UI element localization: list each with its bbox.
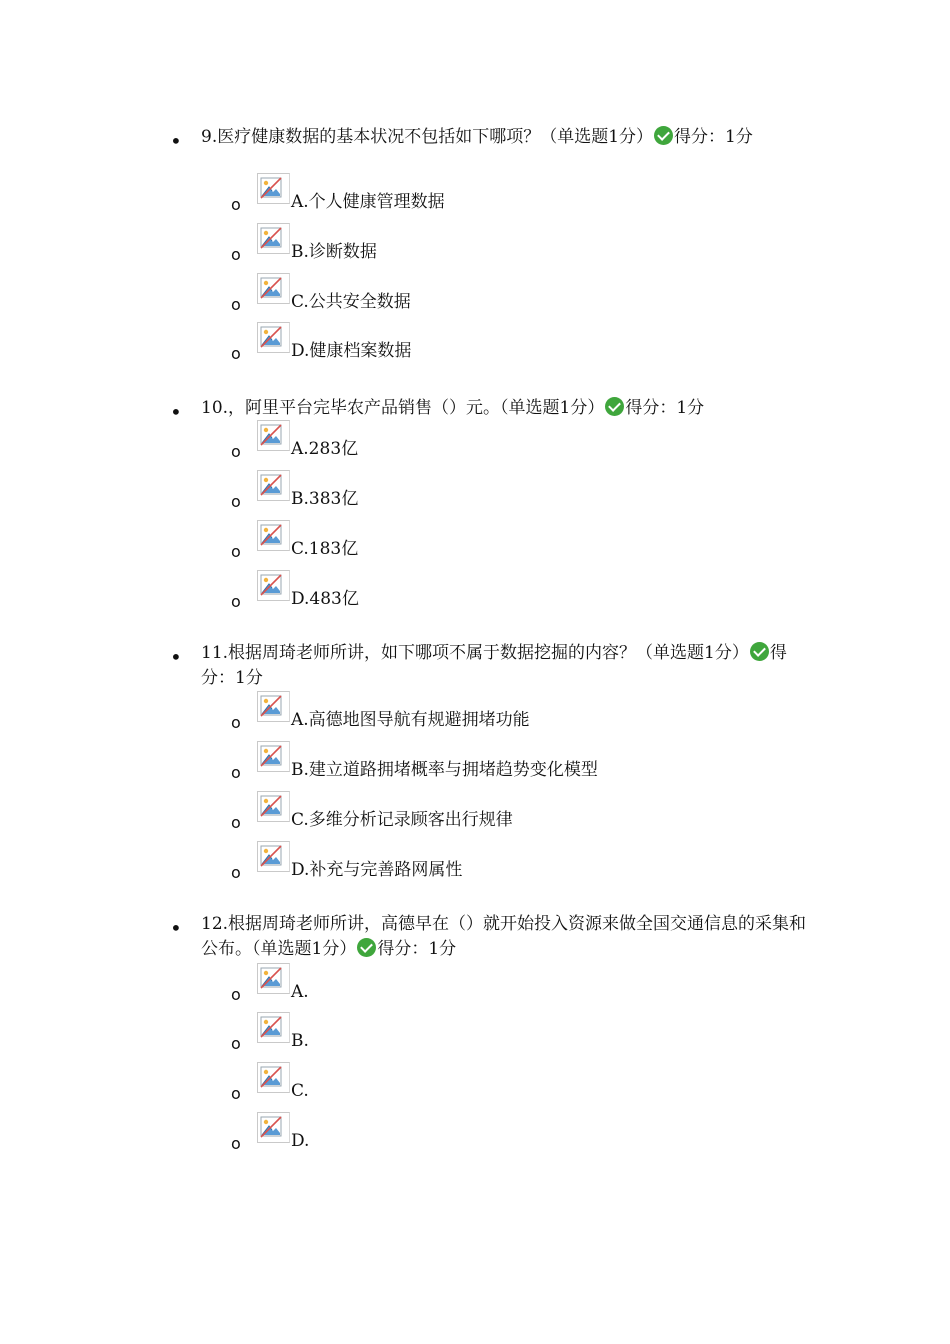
question-stem: 10.，阿里平台完毕农产品销售（）元。（单选题1分） <box>201 398 605 418</box>
broken-image-glyph <box>260 1016 282 1038</box>
option-bullet: o <box>231 1084 241 1103</box>
option-bullet: o <box>231 344 241 363</box>
question-bullet: • <box>170 129 182 153</box>
question-text <box>201 912 811 962</box>
broken-image-icon <box>257 173 290 204</box>
option-bullet: o <box>231 863 241 882</box>
broken-image-glyph <box>260 277 282 299</box>
broken-image-glyph <box>260 474 282 496</box>
broken-image-glyph <box>260 326 282 348</box>
broken-image-icon <box>257 741 290 772</box>
broken-image-glyph <box>260 845 282 867</box>
broken-image-icon <box>257 691 290 722</box>
question-bullet: • <box>170 916 182 940</box>
option-label: C.公共安全数据 <box>291 292 411 312</box>
broken-image-icon <box>257 841 290 872</box>
broken-image-glyph <box>260 1116 282 1138</box>
broken-image-icon <box>257 470 290 501</box>
option-bullet: o <box>231 985 241 1004</box>
green-checkmark-icon <box>750 642 769 661</box>
broken-image-glyph <box>260 695 282 717</box>
broken-image-glyph <box>260 745 282 767</box>
option-b[interactable] <box>0 470 950 518</box>
question-stem: 12.根据周琦老师所讲，高德早在（）就开始投入资源来做全国交通信息的采集和公布。（单选题1分） <box>201 914 807 959</box>
option-bullet: o <box>231 763 241 782</box>
question-stem: 9.医疗健康数据的基本状况不包括如下哪项？（单选题1分） <box>201 127 654 147</box>
option-d[interactable] <box>0 570 950 618</box>
option-bullet: o <box>231 492 241 511</box>
option-bullet: o <box>231 713 241 732</box>
broken-image-icon <box>257 570 290 601</box>
option-label: B.383亿 <box>291 489 359 509</box>
question-bullet: • <box>170 400 182 424</box>
question-score: 得分：1分 <box>625 398 705 418</box>
broken-image-icon <box>257 791 290 822</box>
broken-image-glyph <box>260 1066 282 1088</box>
option-bullet: o <box>231 592 241 611</box>
broken-image-icon <box>257 420 290 451</box>
question-text <box>201 125 811 150</box>
broken-image-icon <box>257 520 290 551</box>
broken-image-icon <box>257 963 290 994</box>
option-label: A.283亿 <box>291 439 359 459</box>
green-checkmark-icon <box>654 126 673 145</box>
question-score: 得分：1分 <box>674 127 753 147</box>
broken-image-icon <box>257 223 290 254</box>
option-b[interactable] <box>0 223 950 271</box>
broken-image-glyph <box>260 967 282 989</box>
option-bullet: o <box>231 442 241 461</box>
option-b[interactable] <box>0 741 950 789</box>
option-label: D.483亿 <box>291 589 359 609</box>
option-c[interactable] <box>0 273 950 321</box>
broken-image-glyph <box>260 574 282 596</box>
broken-image-icon <box>257 1112 290 1143</box>
option-bullet: o <box>231 1034 241 1053</box>
option-c[interactable] <box>0 791 950 839</box>
broken-image-icon <box>257 1062 290 1093</box>
option-label: C.183亿 <box>291 539 359 559</box>
broken-image-glyph <box>260 795 282 817</box>
option-label: A.个人健康管理数据 <box>291 192 445 212</box>
option-label: D.健康档案数据 <box>291 341 412 361</box>
option-label: B. <box>291 1031 309 1051</box>
question-score: 得分：1分 <box>201 643 787 688</box>
broken-image-glyph <box>260 524 282 546</box>
option-label: B.建立道路拥堵概率与拥堵趋势变化模型 <box>291 760 598 780</box>
question-text <box>201 641 811 691</box>
question-stem: 11.根据周琦老师所讲，如下哪项不属于数据挖掘的内容？（单选题1分） <box>201 643 749 663</box>
option-label: C.多维分析记录顾客出行规律 <box>291 810 513 830</box>
option-bullet: o <box>231 295 241 314</box>
option-c[interactable] <box>0 520 950 568</box>
option-a[interactable] <box>0 963 950 1011</box>
option-label: D. <box>291 1131 310 1151</box>
option-bullet: o <box>231 195 241 214</box>
option-a[interactable] <box>0 173 950 221</box>
option-d[interactable] <box>0 841 950 889</box>
option-label: C. <box>291 1081 309 1101</box>
broken-image-icon <box>257 1012 290 1043</box>
option-bullet: o <box>231 1134 241 1153</box>
question-text <box>201 396 811 421</box>
green-checkmark-icon <box>357 938 376 957</box>
option-bullet: o <box>231 542 241 561</box>
option-d[interactable] <box>0 1112 950 1160</box>
option-label: A. <box>291 982 309 1002</box>
option-bullet: o <box>231 245 241 264</box>
option-a[interactable] <box>0 420 950 468</box>
question-bullet: • <box>170 645 182 669</box>
green-checkmark-icon <box>605 397 624 416</box>
option-label: A.高德地图导航有规避拥堵功能 <box>291 710 530 730</box>
broken-image-glyph <box>260 424 282 446</box>
question-score: 得分：1分 <box>377 939 457 959</box>
broken-image-icon <box>257 322 290 353</box>
option-a[interactable] <box>0 691 950 739</box>
option-b[interactable] <box>0 1012 950 1060</box>
option-bullet: o <box>231 813 241 832</box>
option-label: D.补充与完善路网属性 <box>291 860 463 880</box>
broken-image-glyph <box>260 227 282 249</box>
option-d[interactable] <box>0 322 950 370</box>
option-c[interactable] <box>0 1062 950 1110</box>
option-label: B.诊断数据 <box>291 242 377 262</box>
broken-image-icon <box>257 273 290 304</box>
broken-image-glyph <box>260 177 282 199</box>
